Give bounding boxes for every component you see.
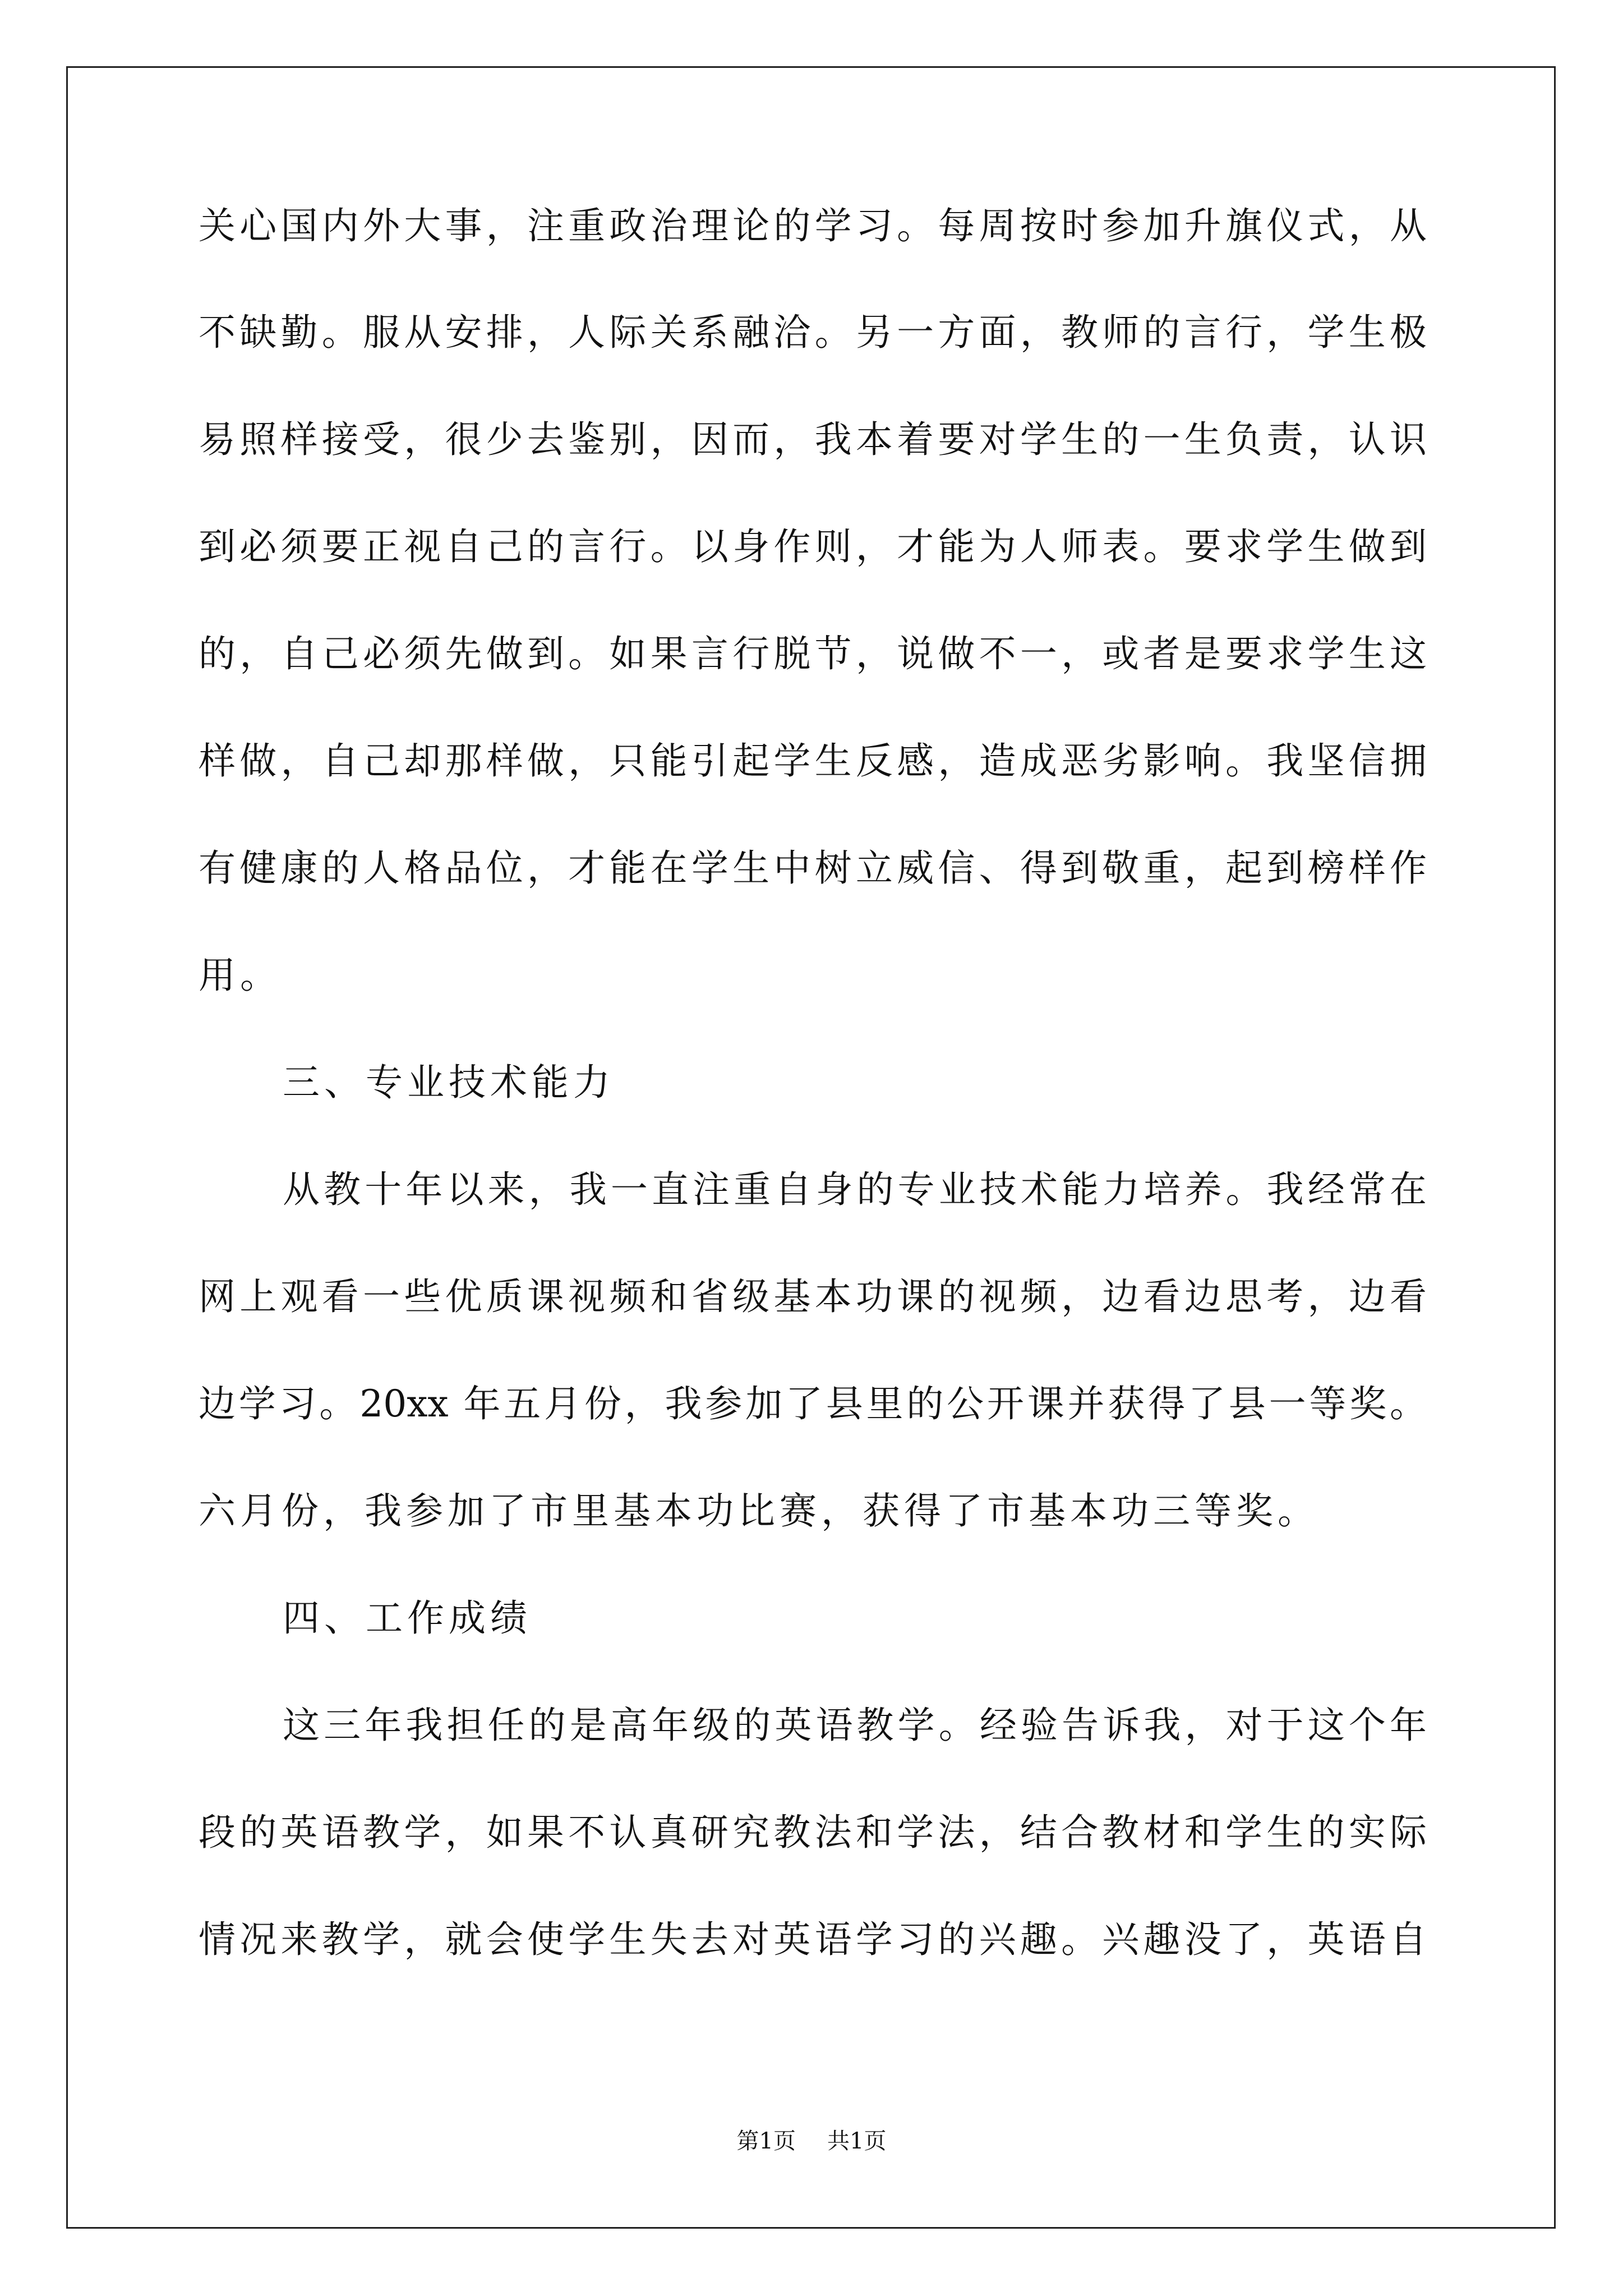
paragraph-line: 易照样接受，很少去鉴别，因而，我本着要对学生的一生负责，认识 [199, 418, 1427, 461]
paragraph-line: 有健康的人格品位，才能在学生中树立威信、得到敬重，起到榜样作 [199, 846, 1427, 890]
paragraph-line: 网上观看一些优质课视频和省级基本功课的视频，边看边思考，边看 [199, 1275, 1427, 1318]
paragraph-line: 关心国内外大事，注重政治理论的学习。每周按时参加升旗仪式，从 [199, 204, 1427, 247]
paragraph-line: 这三年我担任的是高年级的英语教学。经验告诉我，对于这个年 [283, 1704, 1427, 1747]
document-body [199, 204, 1427, 2028]
section-heading: 四、工作成绩 [283, 1596, 532, 1640]
paragraph-line: 的，自己必须先做到。如果言行脱节，说做不一，或者是要求学生这 [199, 632, 1427, 675]
section-heading: 三、专业技术能力 [283, 1061, 615, 1104]
paragraph-line: 到必须要正视自己的言行。以身作则，才能为人师表。要求学生做到 [199, 525, 1427, 568]
page-number-current: 第1页 [736, 2128, 796, 2154]
page-footer [0, 2130, 1623, 2152]
paragraph-line: 不缺勤。服从安排，人际关系融洽。另一方面，教师的言行，学生极 [199, 311, 1427, 354]
paragraph-line: 段的英语教学，如果不认真研究教法和学法，结合教材和学生的实际 [199, 1811, 1427, 1854]
paragraph-line: 边学习。20xx 年五月份，我参加了县里的公开课并获得了县一等奖。 [199, 1382, 1427, 1425]
paragraph-line: 用。 [199, 954, 282, 997]
paragraph-line: 六月份，我参加了市里基本功比赛，获得了市基本功三等奖。 [199, 1489, 1319, 1533]
page-number-total: 共1页 [827, 2128, 887, 2154]
paragraph-line: 样做，自己却那样做，只能引起学生反感，造成恶劣影响。我坚信拥 [199, 739, 1427, 783]
paragraph-line: 从教十年以来，我一直注重自身的专业技术能力培养。我经常在 [283, 1168, 1427, 1211]
paragraph-line: 情况来教学，就会使学生失去对英语学习的兴趣。兴趣没了，英语自 [199, 1918, 1427, 1961]
